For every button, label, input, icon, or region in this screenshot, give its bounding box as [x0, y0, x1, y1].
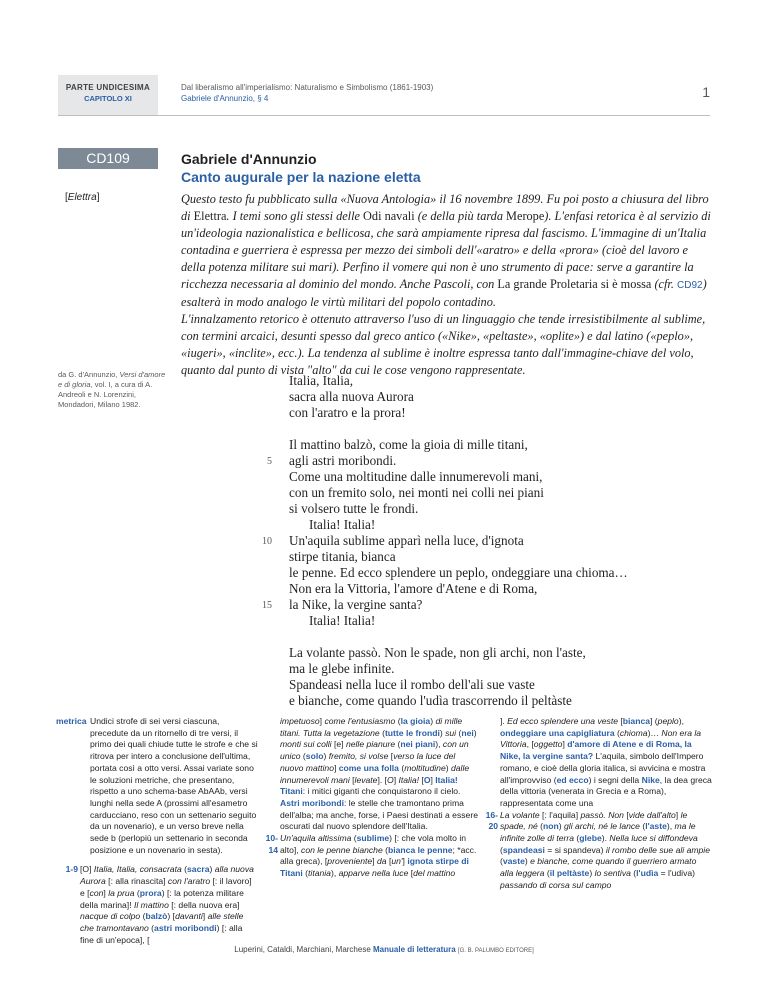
poem-line: Come una moltitudine dalle innumerevoli mani, — [289, 469, 543, 484]
notes-column-3 — [485, 716, 712, 892]
footer — [0, 945, 768, 954]
poem-line: si volsero tutte le frondi. — [289, 501, 419, 516]
poem-line: Non era la Vittoria, l'amore d'Atene e di Roma, — [289, 581, 538, 596]
running-title: Dal liberalismo all'imperialismo: Naturalismo e Simbolismo (1861-1903) — [181, 83, 434, 92]
poem-title: Canto augurale per la nazione eletta — [181, 169, 421, 185]
poem-line: ma le glebe infinite. — [289, 661, 395, 676]
notes-column-1 — [58, 716, 258, 946]
header-divider — [58, 115, 710, 116]
poem-line: sacra alla nuova Aurora — [289, 389, 414, 404]
chapter-label: CAPITOLO XI — [84, 94, 132, 103]
poem-line: agli astri moribondi. — [289, 453, 397, 468]
author-name: Gabriele d'Annunzio — [181, 151, 317, 167]
poem-line: stirpe titania, bianca — [289, 549, 396, 564]
running-subtitle: Gabriele d'Annunzio, § 4 — [181, 94, 269, 103]
intro-paragraph-2: L'innalzamento retorico è ottenuto attraverso l'uso di un linguaggio che tende irresistibilmente al sublime, con termini arcaici, desunti spesso dal greco antico («Nike», «peltaste», «oplite») e dal latino («peplo», «iugeri», «inclite», ecc.). La tendenza al sublime è inoltre espressa tanto dall'immagine-chiave del volo, quanto dal punto di vista "alto" da cui le cose vengono rappresentate. — [181, 312, 706, 377]
part-label: PARTE UNDICESIMA — [65, 83, 151, 92]
metrica-note: metrica Undici strofe di sei versi ciascuna, precedute da un ritornello di tre versi, il primo dei quali chiude tutte le strofe e che si ritrova per intero a conclusione dell'ultima, portata così a otto versi. Assai variate sono le soluzioni metriche, che presentano, rispetto a uno schema-base AbAAb, versi lunghi nella sede A (prossimi all'esametro carducciano, reso con un settenario seguito da un novenario), e un verso breve nella sede b (perlopiù un settenario in seconda posizione e un novenario in sesta). — [56, 716, 258, 855]
intro-paragraph-1: Questo testo fu pubblicato sulla «Nuova Antologia» il 16 novembre 1899. Fu poi posto a chiusura del libro di Elettra. I temi sono gli stessi delle Odi navali (e della più tarda Merope). L'enfasi retorica è al servizio di un'ideologia nazionalistica e bellicosa, che sarà ampiamente ripresa dal fascismo. L'immagine di un'Italia contadina e guerriera è espressa per mezzo dei simboli dell'«aratro» e della «prora» (cioè del lavoro e della potenza militare sui mari). Perfino il vomere qui non è uno strumento di pace: serve a garantire la ricchezza necessaria al dominio del mondo. Anche Pascoli, con La grande Proletaria si è mossa (cfr. CD92) esalterà in modo analogo le virtù militari del popolo contadino. — [181, 192, 711, 309]
poem-line: con l'aratro e la prora! — [289, 405, 406, 420]
poem-line: Un'aquila sublime apparì nella luce, d'ignota — [289, 533, 524, 548]
poem-line: La volante passò. Non le spade, non gli archi, non l'aste, — [289, 645, 586, 660]
note-1-9-continued: impetuoso] come l'entusiasmo (la gioia) di mille titani. Tutta la vegetazione (tutte le frondi) sui (nei) monti sui colli [e] nelle pianure (nei piani), con un unico (solo) fremito, si volse [verso la luce del nuovo mattino] come una folla (moltitudine) dalle innumerevoli mani [levate]. [O] Italia! [O] Italia! Titani: i mitici giganti che conquistarono il cielo. Astri moribondi: le stelle che tramontano prima dell'alba; ma anche, forse, i Paesi destinati a essere oscurati dal nuovo splendore dell'Italia. — [280, 716, 478, 832]
poem-line: Spandeasi nella luce il rombo dell'ali sue vaste — [289, 677, 535, 692]
intro-text — [181, 191, 711, 379]
page-number: 1 — [702, 84, 710, 100]
source-citation: da G. d'Annunzio, Versi d'amore e di gloria, vol. I, a cura di A. Andreoli e N. Lorenzini, Mondadori, Milano 1982. — [58, 370, 166, 409]
line-number: 15 — [262, 600, 272, 611]
line-number: 10 — [262, 536, 272, 547]
footer-book-title: Manuale di letteratura — [373, 945, 456, 954]
note-10-14-continued: ]. Ed ecco splendere una veste [bianca] (peplo), ondeggiare una capigliatura (chioma)… Non era la Vittoria, [oggetto] d'amore di Atene e di Roma, la Nike, la vergine santa? L'aquila, simbolo dell'Impero romano, e cioè della gloria italica, si avvicina e mostra all'improvviso (ed ecco) i segni della Nike, la dea greca della vittoria (venerata in Grecia e a Roma), rappresentata come una — [500, 716, 712, 808]
poem-line: le penne. Ed ecco splendere un peplo, ondeggiare una chioma… — [289, 565, 628, 580]
footer-authors: Luperini, Cataldi, Marchiani, Marchese — [234, 945, 371, 954]
poem-line: con un fremito solo, nei monti nei colli nei piani — [289, 485, 544, 500]
poem-line: Il mattino balzò, come la gioia di mille titani, — [289, 437, 528, 452]
poem-line: Italia, Italia, — [289, 373, 354, 388]
poem-line: Italia! Italia! — [309, 517, 376, 532]
note-10-14: 10-14 Un'aquila altissima (sublime) [: che vola molto in alto], con le penne bianche (bianca le penne; *acc. alla greca), [proveniente] da [un'] ignota stirpe di Titani (titania), apparve nella luce [del mattino — [265, 833, 477, 879]
cd-badge: CD109 — [58, 148, 158, 169]
notes-column-2 — [265, 716, 480, 880]
footer-publisher: [G. B. PALUMBO EDITORE] — [457, 948, 534, 954]
work-tag: [Elettra] — [65, 192, 100, 203]
note-1-9: 1-9 [O] Italia, Italia, consacrata (sacra) alla nuova Aurora [: alla rinascita] con l'aratro [: il lavoro] e [con] la prua (prora) [: la potenza militare della marina]! Il mattino [: della nuova era] nacque di colpo (balzò) [davanti] alle stelle che tramontavano (astri moribondi) [: alla fine di un'epoca], [ — [65, 864, 254, 945]
poem-line: e bianche, come quando l'udìa trascorrendo il peltàste — [289, 693, 572, 708]
note-16-20: 16-20 La volante [: l'aquila] passò. Non [vide dall'alto] le spade, né (non) gli archi, né le lance (l'aste), ma le infinite zolle di terra (glebe). Nella luce si diffondeva (spandeasi = si spandeva) il rombo delle sue ali ampie (vaste) e bianche, come quando il guerriero armato alla leggera (il peltàste) lo sentiva (l'udìa = l'udiva) passando di corsa sul campo — [485, 809, 710, 890]
poem-line: la Nike, la vergine santa? — [289, 597, 423, 612]
cd-reference-link[interactable]: CD92 — [677, 280, 703, 291]
line-number: 5 — [267, 456, 272, 467]
poem-line: Italia! Italia! — [309, 613, 376, 628]
